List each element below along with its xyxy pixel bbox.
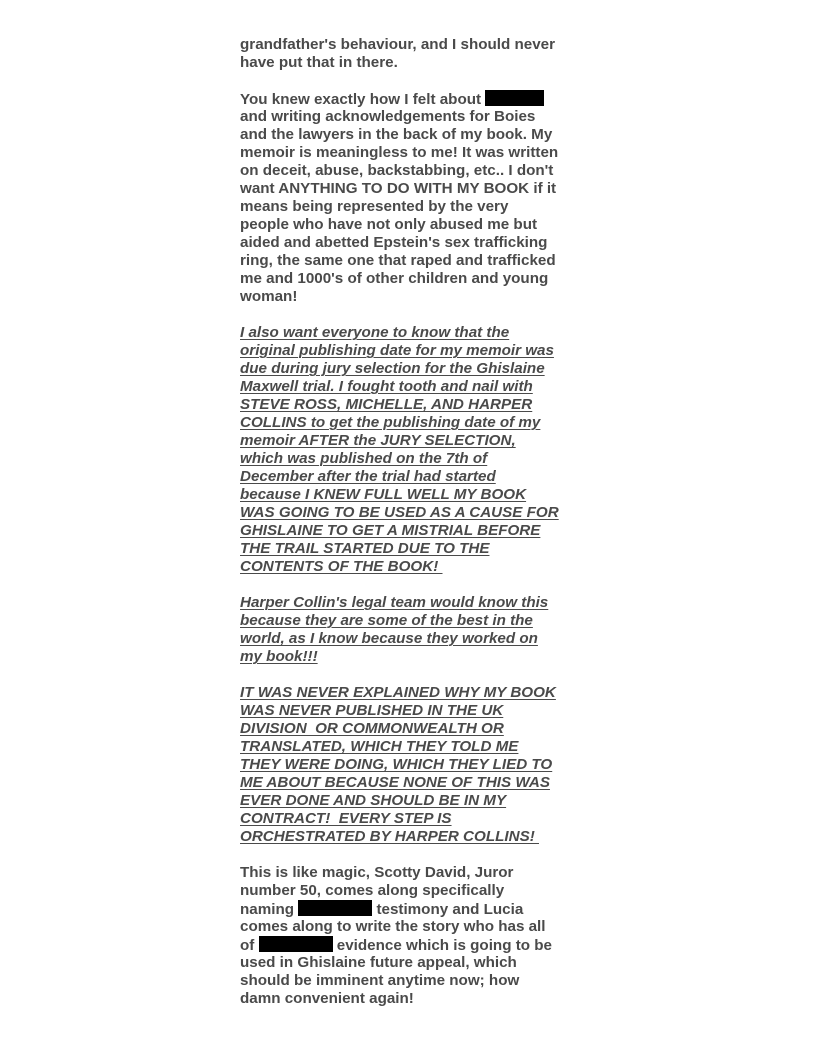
paragraph-gap — [240, 666, 585, 684]
text-line: means being represented by the very — [240, 198, 509, 215]
text-line: have put that in there. — [240, 54, 398, 71]
text-line: want ANYTHING TO DO WITH MY BOOK if it — [240, 180, 557, 197]
paragraph-2 — [240, 90, 585, 306]
text-line: comes along to write the story who has all — [240, 918, 546, 935]
paragraph-1 — [240, 36, 585, 72]
text-line: STEVE ROSS, MICHELLE, AND HARPER — [240, 396, 533, 413]
text-line: my book!!! — [240, 648, 318, 665]
text-line: EVER DONE AND SHOULD BE IN MY — [240, 792, 507, 809]
text-line: ORCHESTRATED BY HARPER COLLINS! — [240, 828, 539, 845]
text-line: December after the trial had started — [240, 468, 496, 485]
text-line: used in Ghislaine future appeal, which — [240, 954, 517, 971]
text-line: TRANSLATED, WHICH THEY TOLD ME — [240, 738, 519, 755]
text-line: GHISLAINE TO GET A MISTRIAL BEFORE — [240, 522, 541, 539]
text-line — [240, 936, 585, 954]
paragraph-3 — [240, 324, 585, 576]
text-line: CONTRACT! EVERY STEP IS — [240, 810, 452, 827]
text-line: grandfather's behaviour, and I should never — [240, 36, 556, 53]
paragraph-4 — [240, 594, 585, 666]
document-page — [240, 36, 585, 1008]
text-line: Harper Collin's legal team would know this — [240, 594, 549, 611]
paragraph-6 — [240, 864, 585, 1008]
text-line: memoir AFTER the JURY SELECTION, — [240, 432, 516, 449]
text-line: world, as I know because they worked on — [240, 630, 538, 647]
text-line: people who have not only abused me but — [240, 216, 538, 233]
text-line: woman! — [240, 288, 298, 305]
text-line: should be imminent anytime now; how — [240, 972, 520, 989]
paragraph-gap — [240, 846, 585, 864]
text-line: IT WAS NEVER EXPLAINED WHY MY BOOK — [240, 684, 556, 701]
text-line: I also want everyone to know that the — [240, 324, 510, 341]
paragraph-gap — [240, 306, 585, 324]
paragraph-gap — [240, 72, 585, 90]
text-line: ME ABOUT BECAUSE NONE OF THIS WAS — [240, 774, 550, 791]
text-line: ring, the same one that raped and trafficked — [240, 252, 556, 269]
text-line: on deceit, abuse, backstabbing, etc.. I don't — [240, 162, 554, 179]
text-line: Maxwell trial. I fought tooth and nail with — [240, 378, 533, 395]
text-line: number 50, comes along specifically — [240, 882, 505, 899]
text-line: and writing acknowledgements for Boies — [240, 108, 536, 125]
paragraph-gap — [240, 576, 585, 594]
text-line — [240, 90, 585, 108]
text-line: WAS GOING TO BE USED AS A CAUSE FOR — [240, 504, 559, 521]
text-line: because they are some of the best in the — [240, 612, 533, 629]
text-line: COLLINS to get the publishing date of my — [240, 414, 541, 431]
text-line: THE TRAIL STARTED DUE TO THE — [240, 540, 490, 557]
text-line: and the lawyers in the back of my book. My — [240, 126, 553, 143]
text-line: CONTENTS OF THE BOOK! — [240, 558, 443, 575]
text-line: damn convenient again! — [240, 990, 414, 1007]
text-fragment: of — [240, 937, 259, 954]
text-line: This is like magic, Scotty David, Juror — [240, 864, 514, 881]
redaction-box — [298, 900, 372, 916]
redaction-box — [485, 90, 544, 106]
text-line — [240, 900, 585, 918]
text-line: aided and abetted Epstein's sex trafficking — [240, 234, 548, 251]
text-fragment: evidence which is going to be — [332, 937, 552, 954]
text-line: original publishing date for my memoir was — [240, 342, 554, 359]
text-line: due during jury selection for the Ghislaine — [240, 360, 545, 377]
text-line: WAS NEVER PUBLISHED IN THE UK — [240, 702, 504, 719]
text-line: memoir is meaningless to me! It was written — [240, 144, 559, 161]
redaction-box — [259, 936, 333, 952]
text-line: because I KNEW FULL WELL MY BOOK — [240, 486, 527, 503]
text-line: DIVISION OR COMMONWEALTH OR — [240, 720, 504, 737]
text-fragment: testimony and Lucia — [372, 901, 524, 918]
text-line: me and 1000's of other children and young — [240, 270, 549, 287]
text-line: which was published on the 7th of — [240, 450, 488, 467]
text-fragment: You knew exactly how I felt about — [240, 91, 486, 108]
text-fragment: naming — [240, 901, 299, 918]
paragraph-5 — [240, 684, 585, 846]
text-line: THEY WERE DOING, WHICH THEY LIED TO — [240, 756, 553, 773]
